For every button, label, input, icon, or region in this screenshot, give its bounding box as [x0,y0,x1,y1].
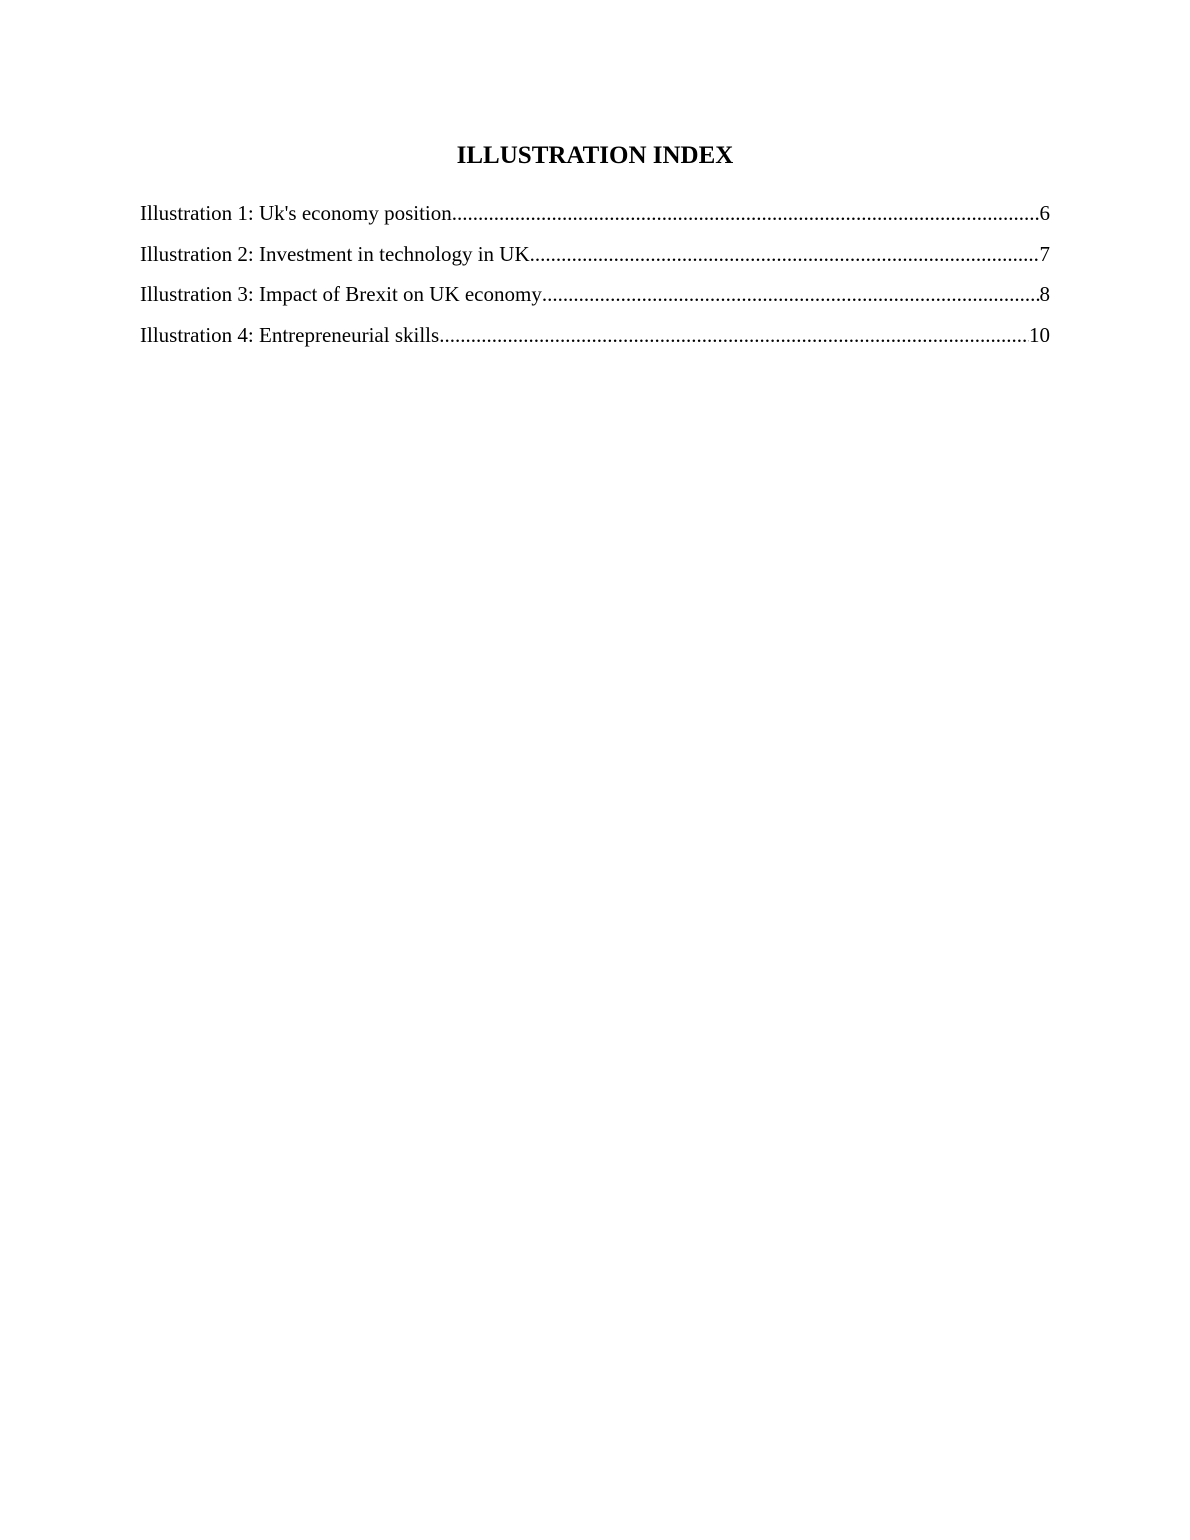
index-entry-label: Illustration 1: Uk's economy position [140,201,452,225]
dot-leader [439,320,1029,350]
index-entry-page-number: 6 [1039,201,1050,225]
index-entry-label: Illustration 4: Entrepreneurial skills [140,322,440,347]
index-entry-label: Illustration 2: Investment in technology in UK [140,241,530,266]
index-entry-1[interactable] [140,198,1050,239]
index-entry-2[interactable] [140,239,1050,280]
index-entry-page-number: 10 [1029,322,1050,347]
page-title: ILLUSTRATION INDEX [456,142,734,169]
dot-leader [452,198,1040,228]
index-entry-page-number: 8 [1039,282,1050,306]
illustration-index-list [140,198,1050,360]
dot-leader [542,279,1040,309]
index-entry-3[interactable] [140,279,1050,320]
index-entry-4[interactable] [140,320,1050,361]
index-entry-page-number: 7 [1039,241,1050,266]
index-entry-label: Illustration 3: Impact of Brexit on UK economy [140,282,542,306]
dot-leader [530,239,1040,269]
